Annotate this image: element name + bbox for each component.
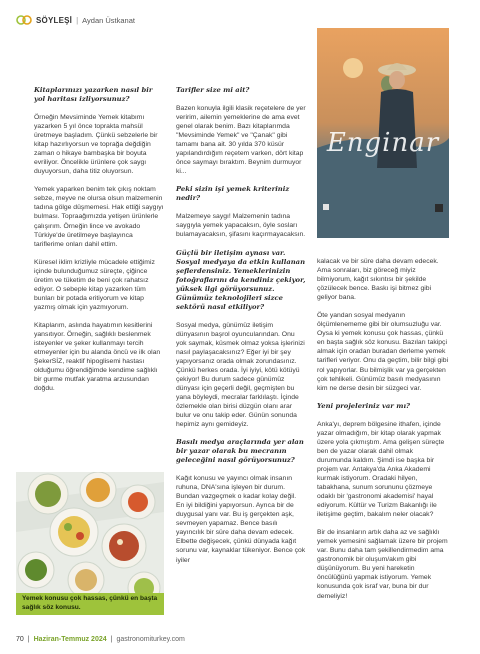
body-paragraph: Öte yandan sosyal medyanın ölçümlenememe gibi bir olumsuzluğu var. Oysa ki yemek konusu çok hassas, çünkü en başta sağlık söz konusu. Bazıları takipçi almak için oradan buradan derleme yemek tarifleri veriyor. Onu da geçtim, bilir bilgi gibi rol yapıyorlar. Bu bilmişlik var ya gerçekten çok tehlikeli. Günümüz basılı medyasının kim ne derse desin bir süzgeci var. bbox=[317, 312, 449, 392]
website-link[interactable]: gastronomiturkey.com bbox=[116, 636, 185, 643]
body-paragraph: Küresel iklim krizliyle mücadele ettiğimiz içinde bulunduğumuz süreçte, çiğince üretim ve tüketim de beni çok rahatsız ediyor. O sebeple kitap yazarken tüm bunları bir potada eritiyorum ve kitap yazmış olmak için yazmıyorum. bbox=[34, 258, 155, 311]
body-paragraph: Bir de insanların artık daha az ve sağlıklı yemek yemesini sağlamak üzere bir projem var. Bunu daha tam şekillendirmedim ama gastronomik bir oluşum/akım gibi düşünüyorum. Bu yeni hareketin öncülüğünü yapmak istiyorum. Yemek konusunda çok israf var, buna bir dur demeliyiz! bbox=[317, 529, 448, 600]
body-paragraph: Örneğin Mevsiminde Yemek kitabımı yazarken 5 yıl önce toprakta mahsül üretmeye başladım. Çünkü sebzelerle bir kitap hazırlıyorsun ve toprağa değdiğin zaman o hikaye bambaşka bir boyuta evriliyor. Öncelikle ürünlere çok saygı duyuyorsun, daha titiz oluyorsun. bbox=[34, 114, 158, 176]
article-column-3 bbox=[317, 257, 449, 610]
body-paragraph: Bazen konuyla ilgili klasik reçetelere de yer veririm, ailemin yemeklerine de ama evet genel olarak benim. Bazı kitaplarımda "Mevsiminde Yemek" ve "Çanak" gibi tamamı bana ait. 30 yılda 370 küsür yapılandırdığım reçetem varken, dört kitap önce saymayı bıraktım. Beynim durmuyor ki... bbox=[176, 105, 306, 176]
section-name: SÖYLEŞİ bbox=[36, 15, 73, 25]
article-column-1 bbox=[34, 86, 164, 402]
body-paragraph: Sosyal medya, günümüz iletişim dünyasının başrol oyuncularından. Onu yok saymak, küsmek olmaz yoksa işlerinizi nasıl paylaşacaksınız? Eğer iyi bir şey yapıyorsanız orada olmak zorundasınız. Çünkü herkes orada. İyi iyiyi, kötü kötüyü çekiyor! Bu durum sadece günümüz dünyası için geçerli değil, geçmişten bu yana böyleydi, mecralar farklılaştı. İçinde özlemekle olan birisi düzgün olanı arar bulur ve onu takip eder. Günün sonunda hepimiz aynı gemideyiz. bbox=[176, 321, 305, 429]
question-heading: Güçlü bir iletişim aynası var. Sosyal medyaya da etkin kullanan şeflerdensiniz. Yemeklerinizin fotoğraflarını da kendiniz çekiyor, yüksek ilgi görüyorsunuz. Günümüz teknolojileri sizce sektörü nasıl etkiliyor? bbox=[176, 248, 306, 311]
book-title: Enginar bbox=[326, 128, 440, 158]
question-heading: Yeni projeleriniz var mı? bbox=[317, 401, 411, 410]
body-paragraph: Yemek yaparken benim tek çıkış noktam sebze, meyve ne olursa olsun malzemenin tadına gölge düşmemesi. Hak ettiği saygıyı bulması. Topraağımızda yetişen ürünlerle çalışırım. Örneğin lince ve avokado Türkiye'de üretilmeye başlayınca tariflerime onları dahil ettim. bbox=[34, 186, 164, 248]
article-column-2 bbox=[176, 86, 306, 574]
magazine-logo-icon bbox=[16, 14, 32, 26]
question-heading: Peki sizin işi yemek kriteriniz nedir? bbox=[176, 185, 290, 203]
body-paragraph: Anka'yı, deprem bölgesine ithafen, içinde yazar olmadığım, bir kitap olarak yapmak üzere yola çıkmıştım. Ama gelişen süreçte ben de yazar olarak dahil olmak durumunda kaldım. Şimdi ise başka bir projem var. Antakya'da Anka Akademi kurmak istiyorum. Oradaki hilyen, tabakhanа, sunum sorununu çözmeye odaklı bir 'gastronomi akademisi' hayal ediyorum. Kültür ve Turizm Bakanlığı ile iletişime geçtim, bakalım neler olacak? bbox=[317, 420, 445, 519]
footer-separator: | bbox=[27, 636, 30, 643]
footer-separator: | bbox=[110, 636, 113, 643]
issue-date: Haziran-Temmuz 2024 bbox=[33, 636, 107, 643]
page-footer bbox=[16, 636, 185, 643]
question-heading: Kitaplarınızı yazarken nasıl bir yol haritası izliyorsunuz? bbox=[34, 86, 153, 103]
question-heading: Basılı medya araçlarında yer alan bir yazar olarak bu mecranın geleceğini nasıl görüyorsunuz? bbox=[176, 438, 304, 465]
question-heading: Tarifler size mi ait? bbox=[176, 86, 250, 94]
photo-caption: Yemek konusu çok hassas, çünkü en başta sağlık söz konusu. bbox=[16, 593, 164, 615]
body-paragraph: kalacak ve bir süre daha devam edecek. Ama sonraları, biz göreceğ miyiz bilmiyorum, kağıt sıkıntısı bir şekilde çözülecek bence. Baskı işi bitmez gibi geliyor bana. bbox=[317, 258, 439, 302]
body-paragraph: Kitaplarım, aslında hayatımın kesitlerini yansıtıyor. Örneğin, sağlıklı beslenmek isteyenler ve şeker kullanmayı tercih etmeyenler için bu alanda öncü ve ilk olan ŞekerSİZ, reaktif hipoglisemi hastası olduğumu öğrendiğimde kendime sağlıklı bir gurme mutfak yaratma arzusundan doğdu. bbox=[34, 321, 161, 393]
body-paragraph: Malzemeye saygı! Malzemenin tadına saygıyla yemek yapacaksın, öyle sosları bulamayacaksın, şifasını kaçırmayacaksın. bbox=[176, 213, 306, 239]
body-paragraph: Kağıt konusu ve yayıncı olmak insanın ruhuna, DNA'sına işleyen bir durum. Bundan vazgeçmek o kadar kolay değil. En iyi bildiğini yapıyorsun. Ayrıca bir de duygusal yanı var. Bu iş gerçekten aşk, sevmeyen yapamaz. Bence basılı yayıncılık bir süre daha devam edecek. Elbette değişecek, çünkü dünyada kağıt sorunu var, kaynaklar tükeniyor. Bence çok iyiler bbox=[176, 475, 306, 564]
author-name: Aydan Üstkanat bbox=[82, 15, 135, 25]
page-header bbox=[16, 14, 135, 26]
book-cover-image bbox=[317, 28, 449, 238]
food-photo bbox=[16, 472, 164, 612]
header-separator: | bbox=[76, 15, 79, 25]
page-number: 70 bbox=[16, 636, 24, 643]
